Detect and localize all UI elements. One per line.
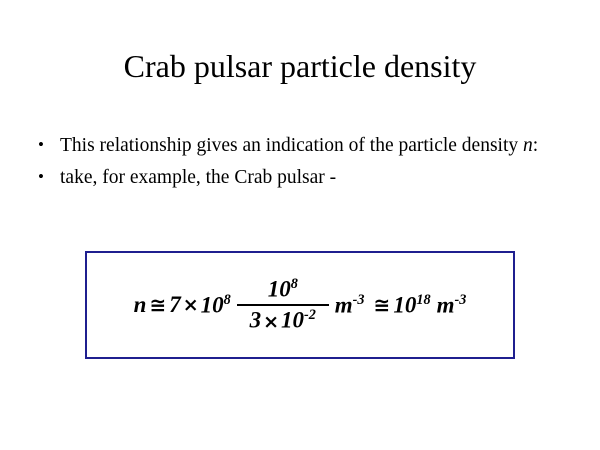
- formula-fraction-numerator-exponent: 8: [290, 276, 298, 293]
- formula-coefficient-exponent: 8: [223, 291, 231, 308]
- formula-fraction-denominator-exponent: -2: [304, 307, 316, 323]
- formula-unit-exponent: -3: [352, 291, 365, 308]
- bullet-italic-symbol: n: [523, 135, 533, 156]
- bullet-text: [60, 166, 568, 190]
- formula-fraction-numerator: [262, 276, 304, 304]
- formula-lhs-variable: n: [133, 292, 147, 317]
- formula-cong-symbol-1: ≅: [149, 293, 167, 317]
- formula-unit: [335, 292, 365, 319]
- list-item: [38, 166, 568, 190]
- bullet-text-after: :: [532, 135, 539, 156]
- formula-result-unit-exponent: -3: [454, 291, 467, 308]
- bullet-text-before: take, for example, the Crab pulsar -: [60, 167, 337, 189]
- formula-fraction-denominator: [244, 306, 322, 334]
- formula-unit-symbol: m: [334, 292, 353, 318]
- bullet-marker-icon: •: [38, 167, 44, 187]
- formula-base: [201, 292, 231, 319]
- formula-coefficient: 7: [169, 292, 181, 317]
- bullet-list: [38, 134, 568, 199]
- formula-result-base: 10: [393, 292, 417, 318]
- bullet-marker-icon: •: [38, 135, 44, 154]
- page-title: Crab pulsar particle density: [123, 48, 477, 84]
- list-item: [38, 134, 568, 158]
- formula-equation: [87, 253, 513, 357]
- formula-fraction: [237, 276, 329, 333]
- formula-times-symbol-2: ×: [263, 310, 280, 333]
- formula-result-exponent: 18: [416, 291, 431, 308]
- formula-fraction-denominator-coefficient: 3: [249, 307, 262, 333]
- formula-fraction-numerator-base: 10: [267, 277, 291, 302]
- bullet-text: [60, 134, 568, 158]
- formula-box: [85, 251, 515, 359]
- formula-fraction-denominator-base: 10: [281, 307, 305, 333]
- bullet-text-before: This relationship gives an indication of the particle density: [60, 135, 524, 156]
- formula-result: [393, 292, 430, 319]
- formula-result-unit: [437, 292, 467, 319]
- formula-times-symbol-1: ×: [182, 294, 199, 316]
- formula-result-unit-symbol: m: [436, 292, 455, 318]
- formula-cong-symbol-2: ≅: [373, 293, 391, 317]
- formula-base-value: 10: [200, 292, 224, 318]
